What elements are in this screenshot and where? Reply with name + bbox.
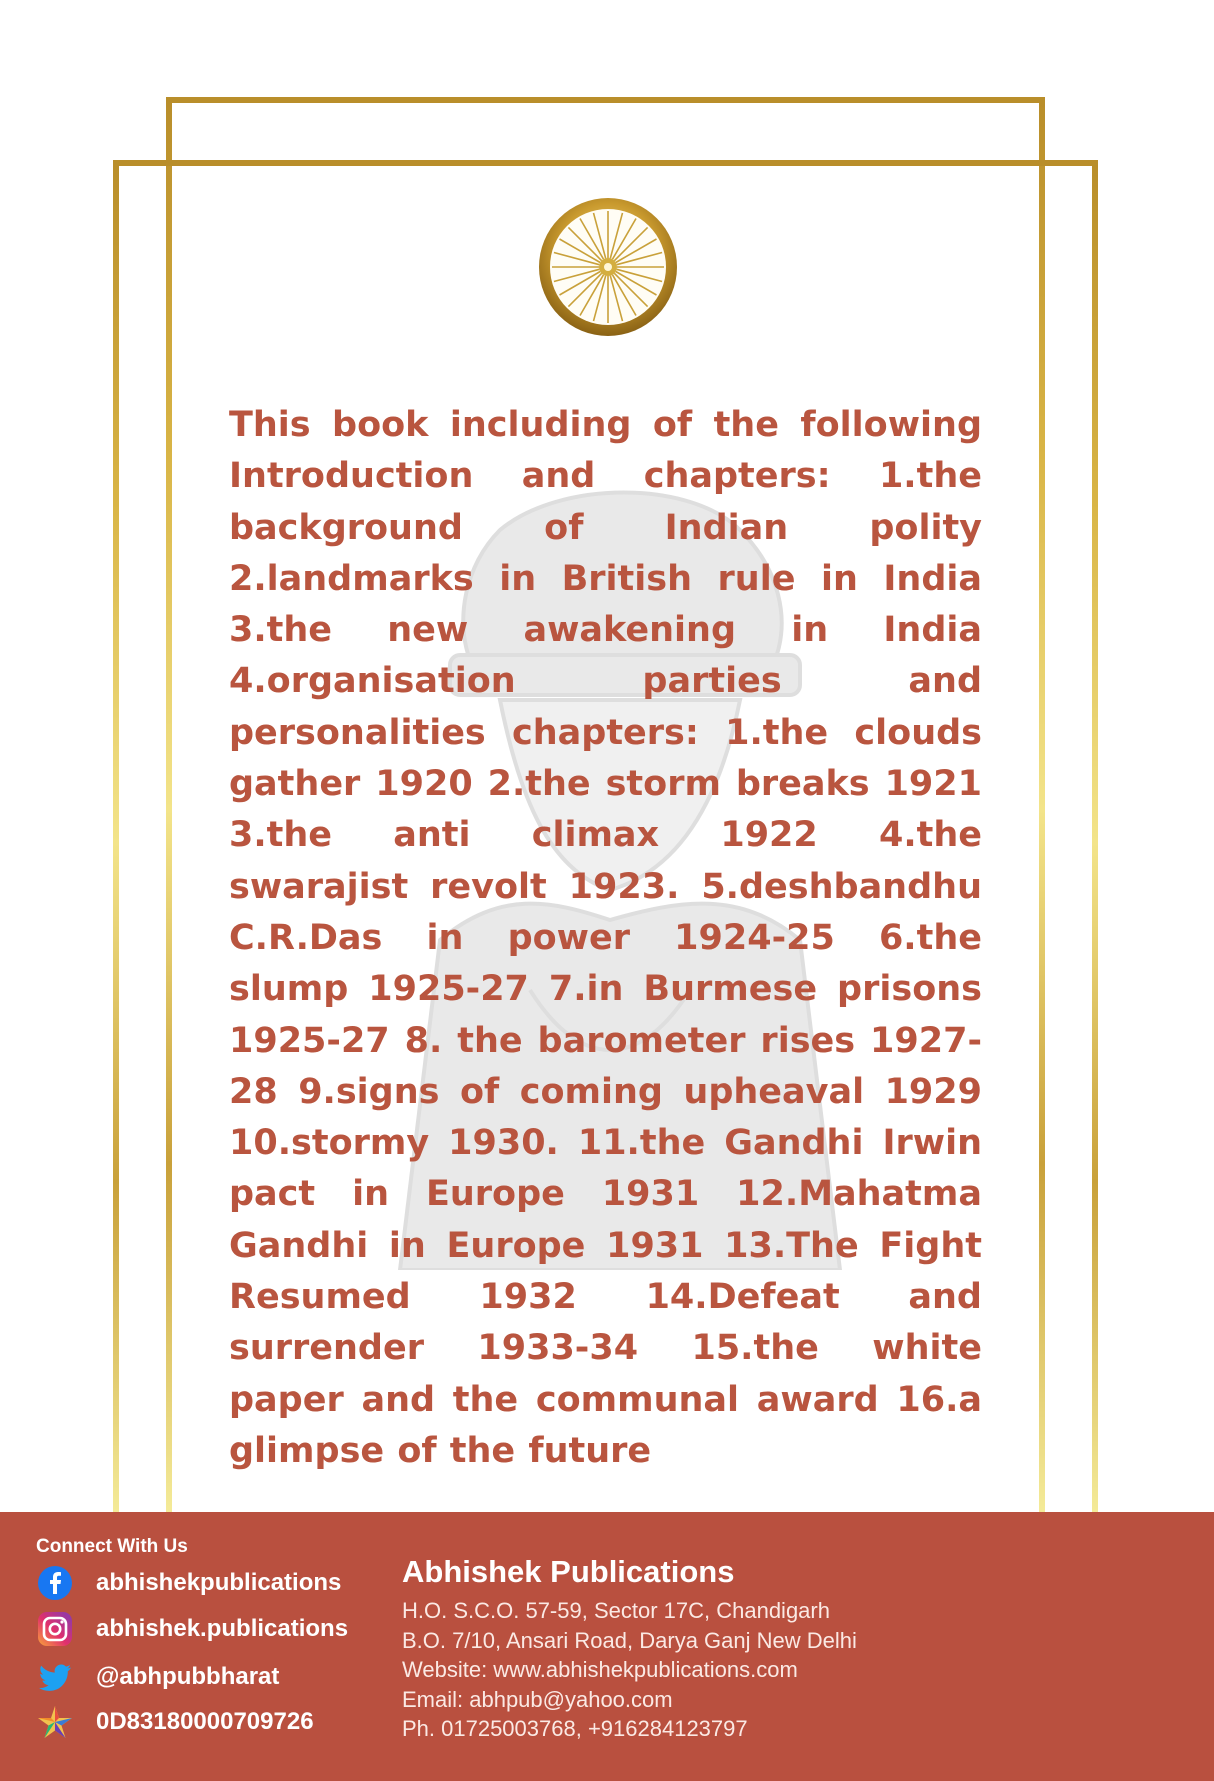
- publisher-address-bo: B.O. 7/10, Ansari Road, Darya Ganj New Delhi: [402, 1627, 857, 1653]
- footer-bar: [0, 1512, 1214, 1781]
- instagram-icon: [36, 1610, 74, 1648]
- social-instagram[interactable]: [36, 1610, 348, 1648]
- social-id[interactable]: [36, 1703, 314, 1741]
- twitter-icon: [36, 1658, 74, 1696]
- publisher-email[interactable]: Email: abhpub@yahoo.com: [402, 1686, 673, 1712]
- social-twitter[interactable]: [36, 1658, 279, 1696]
- connect-title: Connect With Us: [36, 1536, 188, 1557]
- publisher-info: [402, 1554, 857, 1744]
- publisher-name: Abhishek Publications: [402, 1554, 735, 1589]
- social-label: @abhpubbharat: [96, 1663, 280, 1690]
- social-label: abhishek.publications: [96, 1615, 349, 1642]
- publisher-website[interactable]: Website: www.abhishekpublications.com: [402, 1657, 798, 1682]
- ashoka-chakra-icon: [537, 196, 679, 338]
- publisher-phone: Ph. 01725003768, +916284123797: [402, 1716, 748, 1741]
- social-label: 0D83180000709726: [96, 1708, 314, 1735]
- social-label: abhishekpublications: [96, 1569, 342, 1596]
- publisher-address-ho: H.O. S.C.O. 57-59, Sector 17C, Chandigarh: [402, 1598, 830, 1623]
- star-logo-icon: [36, 1703, 74, 1741]
- book-description: This book including of the following Introduction and chapters: 1.the background of Indian polity 2.landmarks in British rule in India 3.the new awakening in India 4.organisation parties and personalities chapters: 1.the clouds gather 1920 2.the storm breaks 1921 3.the anti climax 1922 4.the swarajist revolt 1923. 5.deshbandhu C.R.Das in power 1924-25 6.the slump 1925-27 7.in Burmese prisons 1925-27 8. the barometer rises 1927-28 9.signs of coming upheaval 1929 10.stormy 1930. 11.the Gandhi Irwin pact in Europe 1931 12.Mahatma Gandhi in Europe 1931 13.The Fight Resumed 1932 14.Defeat and surrender 1933-34 15.the white paper and the communal award 16.a glimpse of the future: [229, 405, 982, 1471]
- facebook-icon: [36, 1564, 74, 1602]
- social-facebook[interactable]: [36, 1564, 341, 1602]
